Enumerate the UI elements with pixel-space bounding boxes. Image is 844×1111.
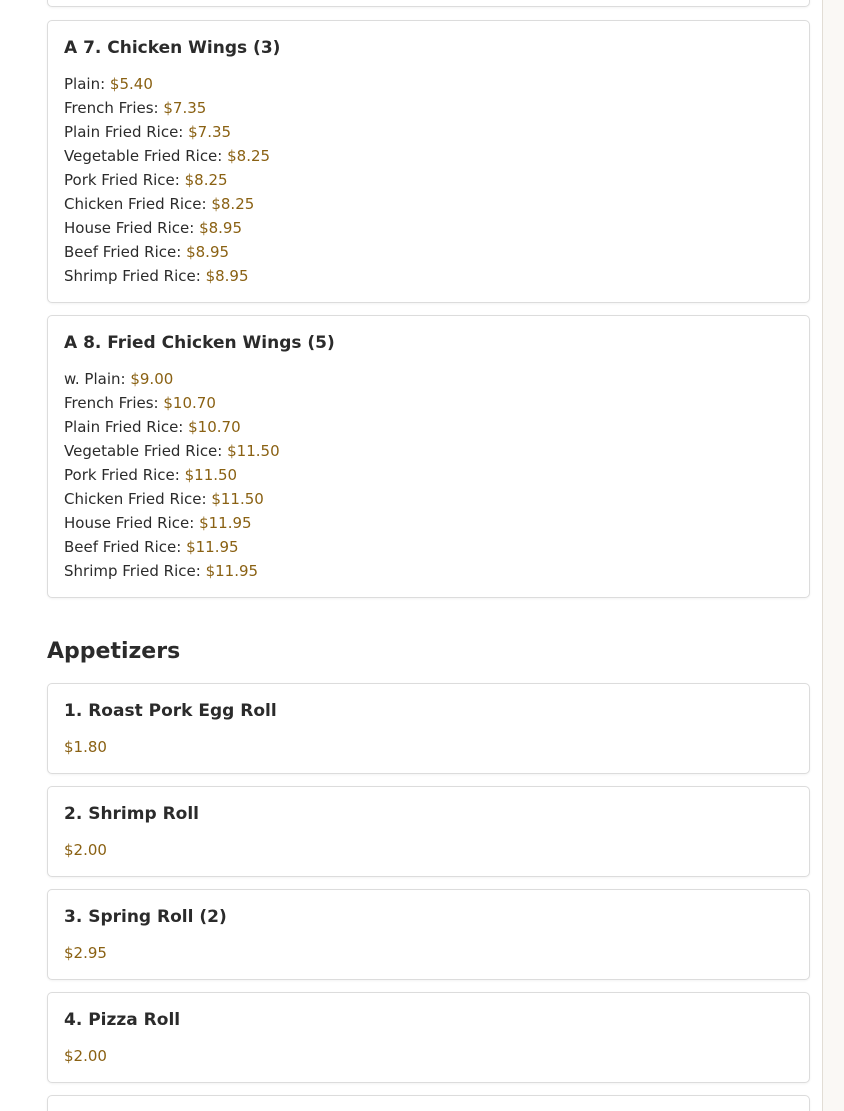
menu-item-option[interactable] [64, 463, 793, 487]
menu-item-option[interactable] [64, 487, 793, 511]
option-price: $7.35 [188, 123, 232, 141]
option-label: Pork Fried Rice: [64, 466, 180, 484]
menu-item-option[interactable] [64, 439, 793, 463]
menu-item-options [64, 367, 793, 583]
option-label: w. Plain: [64, 370, 126, 388]
menu-item-option[interactable] [64, 96, 793, 120]
option-label: Pork Fried Rice: [64, 171, 180, 189]
menu-item-card-partial[interactable] [47, 0, 810, 7]
option-label: House Fried Rice: [64, 514, 195, 532]
option-price: $8.25 [184, 171, 228, 189]
option-label: Beef Fried Rice: [64, 538, 182, 556]
menu-item-options [64, 72, 793, 288]
menu-item-card[interactable] [47, 20, 810, 303]
menu-item-option[interactable] [64, 264, 793, 288]
option-price: $11.95 [199, 514, 252, 532]
option-label: Shrimp Fried Rice: [64, 267, 201, 285]
option-label: Plain Fried Rice: [64, 418, 184, 436]
menu-item-title: A 8. Fried Chicken Wings (5) [64, 333, 335, 353]
option-price: $11.50 [227, 442, 280, 460]
option-price: $11.50 [184, 466, 238, 484]
menu-item-option[interactable] [64, 511, 793, 535]
option-label: Vegetable Fried Rice: [64, 442, 223, 460]
menu-item-option[interactable] [64, 559, 793, 583]
menu-item-title: 2. Shrimp Roll [64, 804, 199, 824]
menu-item-price: $2.00 [64, 1047, 107, 1065]
option-price: $11.95 [205, 562, 259, 580]
option-label: Vegetable Fried Rice: [64, 147, 223, 165]
option-price: $10.70 [163, 394, 216, 412]
option-price: $5.40 [109, 75, 153, 93]
menu-item-option[interactable] [64, 240, 793, 264]
menu-item-option[interactable] [64, 367, 793, 391]
menu-item-title: 1. Roast Pork Egg Roll [64, 701, 277, 721]
menu-item-price: $2.95 [64, 944, 107, 962]
menu-item-option[interactable] [64, 72, 793, 96]
option-price: $8.25 [211, 195, 255, 213]
option-label: Plain Fried Rice: [64, 123, 184, 141]
menu-item-card[interactable] [47, 992, 810, 1083]
option-price: $8.95 [199, 219, 243, 237]
option-label: Beef Fried Rice: [64, 243, 182, 261]
menu-item-card[interactable] [47, 683, 810, 774]
option-price: $7.35 [163, 99, 207, 117]
option-label: French Fries: [64, 394, 159, 412]
menu-item-option[interactable] [64, 415, 793, 439]
option-price: $8.95 [205, 267, 249, 285]
menu-item-price: $2.00 [64, 841, 107, 859]
menu-item-card[interactable] [47, 889, 810, 980]
option-price: $10.70 [188, 418, 241, 436]
menu-item-title: 3. Spring Roll (2) [64, 907, 227, 927]
menu-item-card-partial[interactable] [47, 1095, 810, 1111]
menu-item-title: A 7. Chicken Wings (3) [64, 38, 281, 58]
menu-item-option[interactable] [64, 120, 793, 144]
menu-item-title: 4. Pizza Roll [64, 1010, 181, 1030]
menu-item-option[interactable] [64, 192, 793, 216]
option-price: $8.95 [186, 243, 230, 261]
menu-item-option[interactable] [64, 391, 793, 415]
option-label: Chicken Fried Rice: [64, 490, 207, 508]
menu-item-card[interactable] [47, 315, 810, 598]
option-label: Shrimp Fried Rice: [64, 562, 201, 580]
option-label: House Fried Rice: [64, 219, 195, 237]
section-title-appetizers: Appetizers [47, 639, 181, 664]
menu-item-option[interactable] [64, 535, 793, 559]
option-label: Chicken Fried Rice: [64, 195, 207, 213]
menu-item-card[interactable] [47, 786, 810, 877]
menu-item-option[interactable] [64, 216, 793, 240]
menu-item-option[interactable] [64, 144, 793, 168]
option-label: Plain: [64, 75, 106, 93]
menu-item-option[interactable] [64, 168, 793, 192]
option-label: French Fries: [64, 99, 159, 117]
option-price: $9.00 [130, 370, 174, 388]
option-price: $8.25 [227, 147, 271, 165]
menu-item-price: $1.80 [64, 738, 107, 756]
option-price: $11.50 [211, 490, 264, 508]
option-price: $11.95 [186, 538, 239, 556]
